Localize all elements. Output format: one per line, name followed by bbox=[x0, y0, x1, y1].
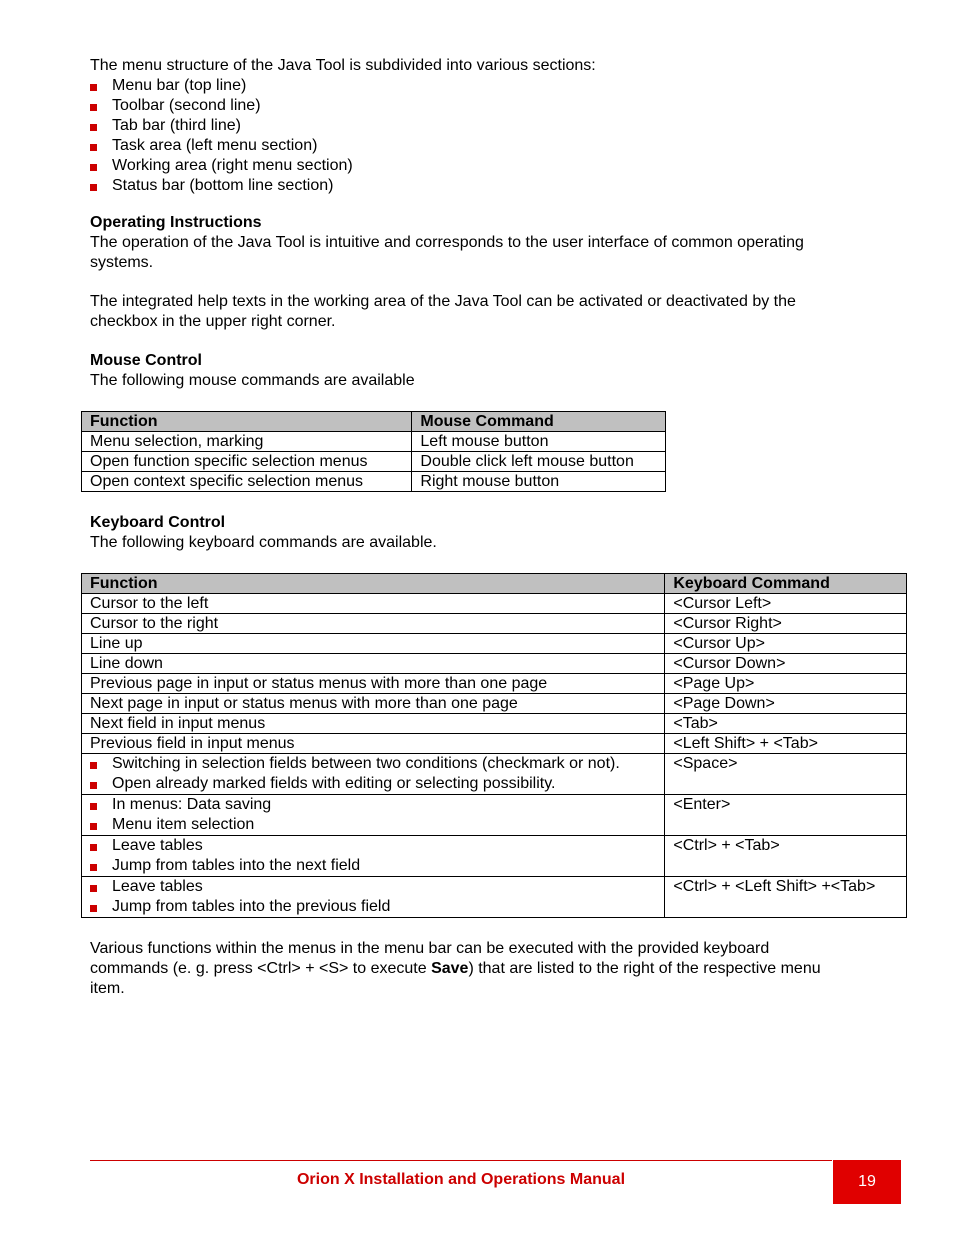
section-list bbox=[90, 76, 596, 196]
table-cell: Cursor to the right bbox=[82, 614, 665, 634]
table-cell: Cursor to the left bbox=[82, 594, 665, 614]
table-cell: <Page Down> bbox=[665, 694, 907, 714]
bullet-square-icon bbox=[90, 844, 97, 851]
list-item: Open already marked fields with editing or selecting possibility. bbox=[90, 774, 656, 794]
list-item: In menus: Data saving bbox=[90, 795, 656, 815]
table-row bbox=[82, 654, 907, 674]
table-row bbox=[82, 432, 666, 452]
operating-section bbox=[90, 213, 804, 273]
bullet-square-icon bbox=[90, 905, 97, 912]
table-row bbox=[82, 714, 907, 734]
table-cell: <Space> bbox=[665, 754, 907, 795]
list-item: Menu item selection bbox=[90, 815, 656, 835]
table-cell: Open function specific selection menus bbox=[82, 452, 412, 472]
operating-para2 bbox=[90, 292, 796, 332]
keyboard-section bbox=[90, 513, 437, 553]
operating-para1-line2: systems. bbox=[90, 254, 154, 271]
keyboard-intro: The following keyboard commands are available. bbox=[90, 534, 437, 551]
table-cell: Right mouse button bbox=[412, 472, 666, 492]
table-cell bbox=[82, 836, 665, 877]
operating-para1-line1: The operation of the Java Tool is intuitive and corresponds to the user interface of common operating bbox=[90, 234, 804, 251]
intro-text: The menu structure of the Java Tool is subdivided into various sections: bbox=[90, 57, 596, 74]
table-cell: Previous field in input menus bbox=[82, 734, 665, 754]
list-item: Switching in selection fields between two conditions (checkmark or not). bbox=[90, 754, 656, 774]
save-keyword: Save bbox=[431, 960, 469, 977]
table-cell: <Ctrl> + <Tab> bbox=[665, 836, 907, 877]
bullet-square-icon bbox=[90, 823, 97, 830]
footer-divider bbox=[90, 1160, 832, 1161]
list-item: Tab bar (third line) bbox=[90, 116, 596, 136]
table-cell bbox=[82, 795, 665, 836]
table-cell: <Left Shift> + <Tab> bbox=[665, 734, 907, 754]
column-header: Function bbox=[82, 574, 665, 594]
table-header-row bbox=[82, 574, 907, 594]
bullet-square-icon bbox=[90, 184, 97, 191]
table-cell: Double click left mouse button bbox=[412, 452, 666, 472]
operating-para2-line2: checkbox in the upper right corner. bbox=[90, 313, 336, 330]
list-item: Jump from tables into the previous field bbox=[90, 897, 656, 917]
table-cell: Menu selection, marking bbox=[82, 432, 412, 452]
list-item: Menu bar (top line) bbox=[90, 76, 596, 96]
table-row bbox=[82, 795, 907, 836]
bullet-list bbox=[90, 836, 656, 876]
table-row bbox=[82, 472, 666, 492]
table-row bbox=[82, 754, 907, 795]
bullet-square-icon bbox=[90, 144, 97, 151]
intro-section bbox=[90, 56, 596, 196]
column-header: Mouse Command bbox=[412, 412, 666, 432]
table-cell: Next field in input menus bbox=[82, 714, 665, 734]
table-cell: <Enter> bbox=[665, 795, 907, 836]
table-header-row bbox=[82, 412, 666, 432]
table-row bbox=[82, 674, 907, 694]
table-cell: Next page in input or status menus with more than one page bbox=[82, 694, 665, 714]
list-item: Status bar (bottom line section) bbox=[90, 176, 596, 196]
mouse-table bbox=[81, 411, 666, 492]
table-cell: <Ctrl> + <Left Shift> +<Tab> bbox=[665, 877, 907, 918]
bullet-square-icon bbox=[90, 84, 97, 91]
table-row bbox=[82, 694, 907, 714]
list-item: Task area (left menu section) bbox=[90, 136, 596, 156]
bullet-square-icon bbox=[90, 782, 97, 789]
table-cell bbox=[82, 877, 665, 918]
operating-para2-line1: The integrated help texts in the working area of the Java Tool can be activated or deactivated by the bbox=[90, 293, 796, 310]
page-number: 19 bbox=[833, 1160, 901, 1204]
bullet-list bbox=[90, 795, 656, 835]
table-cell: <Cursor Down> bbox=[665, 654, 907, 674]
table-cell: Line down bbox=[82, 654, 665, 674]
keyboard-table bbox=[81, 573, 907, 918]
bullet-list bbox=[90, 754, 656, 794]
bullet-square-icon bbox=[90, 864, 97, 871]
table-cell: <Page Up> bbox=[665, 674, 907, 694]
closing-line1: Various functions within the menus in the menu bar can be executed with the provided keyboard bbox=[90, 940, 770, 957]
table-row bbox=[82, 614, 907, 634]
table-cell: <Tab> bbox=[665, 714, 907, 734]
bullet-square-icon bbox=[90, 164, 97, 171]
list-item: Working area (right menu section) bbox=[90, 156, 596, 176]
operating-heading: Operating Instructions bbox=[90, 214, 262, 231]
mouse-intro: The following mouse commands are available bbox=[90, 372, 415, 389]
bullet-square-icon bbox=[90, 885, 97, 892]
table-row bbox=[82, 877, 907, 918]
list-item: Leave tables bbox=[90, 877, 656, 897]
table-row bbox=[82, 836, 907, 877]
list-item: Jump from tables into the next field bbox=[90, 856, 656, 876]
table-row bbox=[82, 634, 907, 654]
footer-title: Orion X Installation and Operations Manual bbox=[296, 1171, 626, 1188]
bullet-square-icon bbox=[90, 124, 97, 131]
closing-paragraph bbox=[90, 939, 821, 999]
table-cell: Left mouse button bbox=[412, 432, 666, 452]
mouse-heading: Mouse Control bbox=[90, 352, 202, 369]
table-cell bbox=[82, 754, 665, 795]
table-row bbox=[82, 594, 907, 614]
list-item: Leave tables bbox=[90, 836, 656, 856]
table-cell: Previous page in input or status menus with more than one page bbox=[82, 674, 665, 694]
table-cell: <Cursor Up> bbox=[665, 634, 907, 654]
list-item: Toolbar (second line) bbox=[90, 96, 596, 116]
table-cell: Line up bbox=[82, 634, 665, 654]
column-header: Function bbox=[82, 412, 412, 432]
bullet-list bbox=[90, 877, 656, 917]
bullet-square-icon bbox=[90, 762, 97, 769]
closing-line3: item. bbox=[90, 980, 125, 997]
column-header: Keyboard Command bbox=[665, 574, 907, 594]
table-cell: <Cursor Right> bbox=[665, 614, 907, 634]
bullet-square-icon bbox=[90, 803, 97, 810]
table-row bbox=[82, 734, 907, 754]
mouse-section bbox=[90, 351, 415, 391]
table-cell: <Cursor Left> bbox=[665, 594, 907, 614]
table-cell: Open context specific selection menus bbox=[82, 472, 412, 492]
closing-line2: commands (e. g. press <Ctrl> + <S> to execute Save) that are listed to the right of the respective menu bbox=[90, 960, 821, 977]
bullet-square-icon bbox=[90, 104, 97, 111]
table-row bbox=[82, 452, 666, 472]
keyboard-heading: Keyboard Control bbox=[90, 514, 226, 531]
